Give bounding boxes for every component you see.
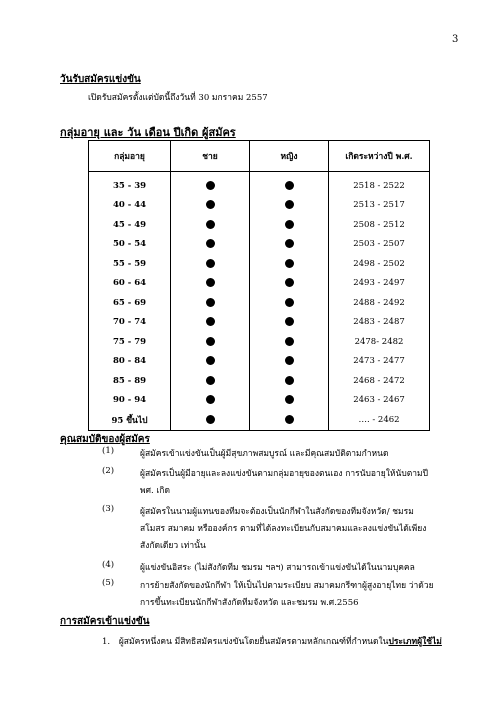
header-male: ชาย (171, 141, 250, 172)
qualifications-heading: คุณสมบัติของผู้สมัคร (60, 434, 150, 445)
applying-item-emphasis: ประเภทผู้ใช้ไม่ (388, 637, 442, 647)
table-row (89, 313, 430, 333)
table-row (89, 254, 430, 274)
registration-text: เปิดรับสมัครตั้งแต่บัดนี้ถึงวันที่ 30 มกราคม 2557 (88, 93, 268, 103)
birth-years-cell: 2473 - 2477 (329, 352, 430, 372)
qualification-text: การย้ายสังกัดของนักกีฬา ให้เป็นไปตามระเบียบ สมาคมกรีฑาผู้สูงอายุไทย ว่าด้วย การขึ้นทะเบียนนักกีฬาสังกัดทีมจังหวัด และชมรม พ.ศ.2556 (140, 581, 434, 608)
bullet-dot-icon (206, 298, 215, 307)
birth-years-cell: 2468 - 2472 (329, 371, 430, 391)
birth-years-cell: 2513 - 2517 (329, 196, 430, 216)
age-group-table (88, 140, 430, 431)
bullet-dot-icon (285, 337, 294, 346)
header-age-group: กลุ่มอายุ (89, 141, 171, 172)
age-group-cell: 65 - 69 (89, 293, 171, 313)
age-groups-heading: กลุ่มอายุ และ วัน เดือน ปีเกิด ผู้สมัคร (60, 126, 236, 139)
qualification-number: (3) (102, 504, 115, 514)
table-row (89, 196, 430, 216)
qualification-number: (4) (102, 560, 115, 570)
bullet-dot-icon (285, 239, 294, 248)
table-row (89, 235, 430, 255)
age-group-cell: 35 - 39 (89, 172, 171, 196)
age-group-cell: 70 - 74 (89, 313, 171, 333)
table-header-row (89, 141, 430, 172)
page-number: 3 (452, 34, 459, 45)
female-eligible-cell (250, 313, 329, 333)
table-row (89, 172, 430, 196)
birth-years-cell: 2483 - 2487 (329, 313, 430, 333)
age-group-cell: 95 ขึ้นไป (89, 410, 171, 430)
header-birth-years: เกิดระหว่างปี พ.ศ. (329, 141, 430, 172)
birth-years-cell: …. - 2462 (329, 410, 430, 430)
age-group-cell: 75 - 79 (89, 332, 171, 352)
age-group-cell: 80 - 84 (89, 352, 171, 372)
male-eligible-cell (171, 371, 250, 391)
qualification-text: ผู้สมัครเข้าแข่งขันเป็นผู้มีสุขภาพสมบูรณ์ และมีคุณสมบัติตามกำหนด (140, 449, 389, 459)
qualification-number: (5) (102, 578, 115, 588)
age-group-cell: 90 - 94 (89, 391, 171, 411)
bullet-dot-icon (285, 356, 294, 365)
bullet-dot-icon (285, 220, 294, 229)
female-eligible-cell (250, 235, 329, 255)
male-eligible-cell (171, 215, 250, 235)
male-eligible-cell (171, 293, 250, 313)
female-eligible-cell (250, 352, 329, 372)
bullet-dot-icon (285, 415, 294, 424)
female-eligible-cell (250, 196, 329, 216)
bullet-dot-icon (206, 220, 215, 229)
bullet-dot-icon (285, 259, 294, 268)
applying-item-number: 1. (102, 637, 111, 647)
qualification-text: ผู้สมัครเป็นผู้มีอายุและลงแข่งขันตามกลุ่มอายุของตนเอง การนับอายุให้นับตามปี พศ. เกิด (140, 469, 429, 496)
table-row (89, 293, 430, 313)
bullet-dot-icon (285, 395, 294, 404)
birth-years-cell: 2493 - 2497 (329, 274, 430, 294)
birth-years-cell: 2488 - 2492 (329, 293, 430, 313)
table-row (89, 332, 430, 352)
table-row (89, 391, 430, 411)
birth-years-cell: 2498 - 2502 (329, 254, 430, 274)
bullet-dot-icon (285, 298, 294, 307)
age-group-cell: 50 - 54 (89, 235, 171, 255)
male-eligible-cell (171, 332, 250, 352)
bullet-dot-icon (206, 376, 215, 385)
bullet-dot-icon (285, 200, 294, 209)
bullet-dot-icon (285, 181, 294, 190)
male-eligible-cell (171, 313, 250, 333)
bullet-dot-icon (206, 317, 215, 326)
male-eligible-cell (171, 196, 250, 216)
male-eligible-cell (171, 235, 250, 255)
qualification-number: (2) (102, 466, 115, 476)
table-row (89, 215, 430, 235)
qualification-text: ผู้สมัครในนามผู้แทนของทีมจะต้องเป็นนักกีฬาในสังกัดของทีมจังหวัด/ ชมรม สโมสร สมาคม หรือองค์กร ตามที่ได้ลงทะเบียนกับสมาคมและลงแข่งขันได้เพียงสังกัดเดียว เท่านั้น (140, 507, 427, 551)
age-group-cell: 40 - 44 (89, 196, 171, 216)
male-eligible-cell (171, 391, 250, 411)
birth-years-cell: 2478- 2482 (329, 332, 430, 352)
qualification-number: (1) (102, 446, 115, 456)
male-eligible-cell (171, 274, 250, 294)
birth-years-cell: 2503 - 2507 (329, 235, 430, 255)
female-eligible-cell (250, 172, 329, 196)
bullet-dot-icon (206, 395, 215, 404)
female-eligible-cell (250, 410, 329, 430)
bullet-dot-icon (206, 278, 215, 287)
applying-item-text: ผู้สมัครหนึ่งคน มีสิทธิสมัครแข่งขันโดยยื่นสมัครตามหลักเกณฑ์ที่กำหนดใน (118, 637, 389, 647)
registration-heading: วันรับสมัครแข่งขัน (60, 74, 141, 85)
bullet-dot-icon (285, 376, 294, 385)
female-eligible-cell (250, 293, 329, 313)
bullet-dot-icon (285, 278, 294, 287)
bullet-dot-icon (206, 200, 215, 209)
birth-years-cell: 2508 - 2512 (329, 215, 430, 235)
age-group-cell: 85 - 89 (89, 371, 171, 391)
female-eligible-cell (250, 332, 329, 352)
age-group-cell: 55 - 59 (89, 254, 171, 274)
male-eligible-cell (171, 410, 250, 430)
age-group-cell: 45 - 49 (89, 215, 171, 235)
birth-years-cell: 2463 - 2467 (329, 391, 430, 411)
female-eligible-cell (250, 274, 329, 294)
bullet-dot-icon (206, 259, 215, 268)
female-eligible-cell (250, 254, 329, 274)
header-female: หญิง (250, 141, 329, 172)
table-row (89, 352, 430, 372)
bullet-dot-icon (206, 239, 215, 248)
female-eligible-cell (250, 215, 329, 235)
male-eligible-cell (171, 254, 250, 274)
age-group-cell: 60 - 64 (89, 274, 171, 294)
male-eligible-cell (171, 172, 250, 196)
female-eligible-cell (250, 391, 329, 411)
bullet-dot-icon (206, 356, 215, 365)
bullet-dot-icon (206, 415, 215, 424)
table-row (89, 371, 430, 391)
male-eligible-cell (171, 352, 250, 372)
applying-item (102, 634, 442, 648)
birth-years-cell: 2518 - 2522 (329, 172, 430, 196)
qualification-text: ผู้แข่งขันอิสระ (ไม่สังกัดทีม ชมรม ฯลฯ) สามารถเข้าแข่งขันได้ในนามบุคคล (140, 563, 415, 573)
table-row (89, 274, 430, 294)
bullet-dot-icon (206, 337, 215, 346)
female-eligible-cell (250, 371, 329, 391)
bullet-dot-icon (285, 317, 294, 326)
applying-heading: การสมัครเข้าแข่งขัน (60, 616, 150, 627)
table-row (89, 410, 430, 430)
bullet-dot-icon (206, 181, 215, 190)
